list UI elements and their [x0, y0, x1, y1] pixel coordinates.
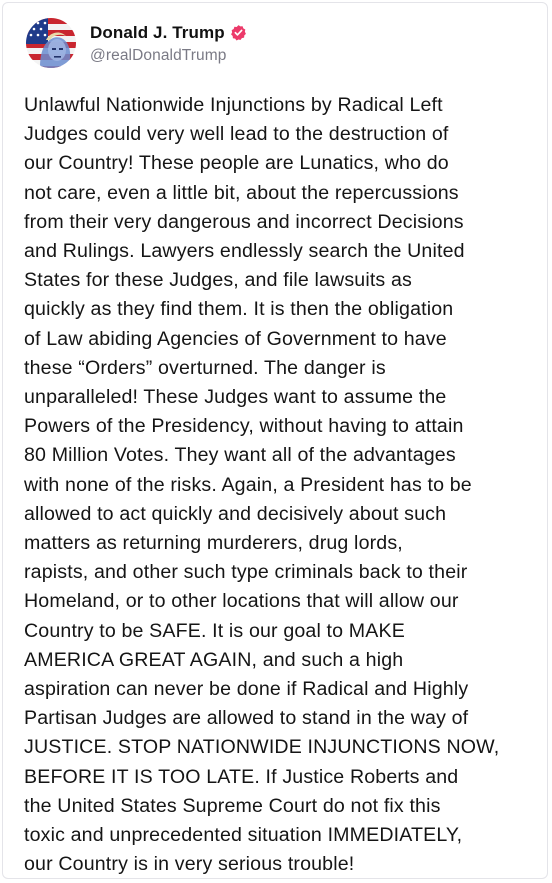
author-handle[interactable]: @realDonaldTrump [90, 46, 227, 64]
avatar-flag-portrait-icon [26, 18, 76, 68]
author-display-name[interactable]: Donald J. Trump [90, 22, 225, 42]
name-row [90, 22, 247, 44]
verified-badge-icon [230, 24, 247, 41]
avatar[interactable] [26, 18, 76, 68]
post-body-text: Unlawful Nationwide Injunctions by Radical Left Judges could very well lead to the destruction of our Country! These people are Lunatics, who do not care, even a little bit, about the repercussions from their very dangerous and incorrect Decisions and Rulings. Lawyers endlessly search the United States for these Judges, and file lawsuits as quickly as they find them. It is then the obligation of Law abiding Agencies of Government to have these “Orders” overturned. The danger is unparalleled! These Judges want to assume the Powers of the Presidency, without having to attain 80 Million Votes. They want all of the advantages with none of the risks. Again, a President has to be allowed to act quickly and decisively about such matters as returning murderers, drug lords, rapists, and other such type criminals back to their Homeland, or to other locations that will allow our Country to be SAFE. It is our goal to MAKE AMERICA GREAT AGAIN, and such a high aspiration can never be done if Radical and Highly Partisan Judges are allowed to stand in the way of JUSTICE. STOP NATIONWIDE INJUNCTIONS NOW, BEFORE IT IS TOO LATE. If Justice Roberts and the United States Supreme Court do not fix this toxic and unprecedented situation IMMEDIATELY, our Country is in very serious trouble! [24, 94, 500, 876]
author-names [90, 22, 247, 65]
post-header [26, 15, 247, 71]
post-card [2, 2, 548, 879]
